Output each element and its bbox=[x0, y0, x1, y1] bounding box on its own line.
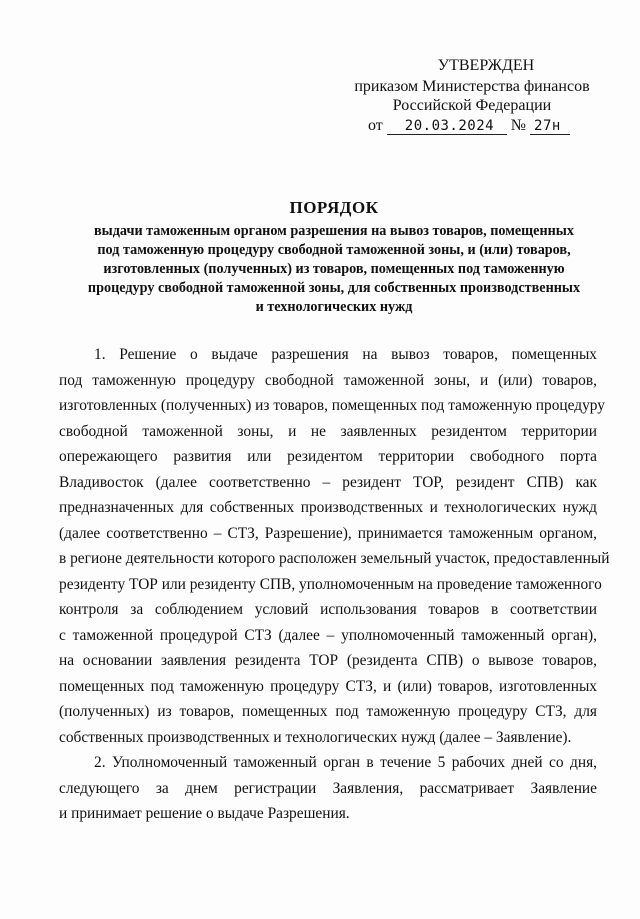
approval-line-federation: Российской Федерации bbox=[392, 97, 552, 114]
text-line: на основании заявления резидента ТОР (резидента СПВ) о вывозе товаров, bbox=[59, 652, 597, 669]
text-line: собственных производственных и технологических нужд (далее – Заявление). bbox=[59, 728, 572, 746]
text-line: в регионе деятельности которого расположен земельный участок, предоставленный bbox=[59, 550, 610, 567]
from-label: от bbox=[368, 117, 383, 134]
text-line: Владивосток (далее соответственно – резидент ТОР, резидент СПВ) как bbox=[59, 473, 597, 491]
title-line: и технологических нужд bbox=[255, 299, 413, 315]
order-number: 27н bbox=[530, 118, 570, 135]
text-line: резиденту ТОР или резиденту СПВ, уполномоченным на проведение таможенного bbox=[59, 575, 602, 593]
text-line: (полученных) из товаров, помещенных под таможенную процедуру СТЗ, для bbox=[59, 703, 597, 720]
text-line: предназначенных для собственных производственных и технологических нужд bbox=[59, 499, 597, 516]
paragraph-1 bbox=[59, 342, 610, 750]
text-line: и принимает решение о выдаче Разрешения. bbox=[59, 805, 350, 822]
title-line: под таможенную процедуру свободной таможенной зоны, и (или) товаров, bbox=[97, 242, 571, 258]
text-line: 1. Решение о выдаче разрешения на вывоз товаров, помещенных bbox=[94, 346, 597, 363]
text-line: опережающего развития или резидентом территории свободного порта bbox=[59, 448, 597, 465]
text-line: следующего за днем регистрации Заявления, рассматривает Заявление bbox=[59, 779, 597, 797]
document-body bbox=[59, 342, 610, 827]
approval-line-ministry: приказом Министерства финансов bbox=[354, 78, 590, 95]
order-reference bbox=[368, 117, 570, 135]
approved-heading: УТВЕРЖДЕН bbox=[437, 57, 535, 74]
text-line: (далее соответственно – СТЗ, Разрешение), принимается таможенным органом, bbox=[59, 524, 597, 542]
title-line: процедуру свободной таможенной зоны, для собственных производственных bbox=[87, 280, 581, 296]
text-line: контроля за соблюдением условий использования товаров в соответствии bbox=[59, 601, 597, 618]
text-line: изготовленных (полученных) из товаров, помещенных под таможенную процедуру bbox=[59, 397, 605, 414]
text-line: под таможенную процедуру свободной таможенной зоны, и (или) товаров, bbox=[59, 371, 597, 389]
title-line: выдачи таможенным органом разрешения на вывоз товаров, помещенных bbox=[94, 223, 574, 239]
text-line: с таможенной процедурой СТЗ (далее – уполномоченный таможенный орган), bbox=[59, 626, 597, 644]
paragraph-2 bbox=[59, 750, 597, 827]
approval-stamp bbox=[352, 56, 592, 115]
text-line: свободной таможенной зоны, и не заявленных резидентом территории bbox=[59, 422, 597, 440]
text-line: 2. Уполномоченный таможенный орган в течение 5 рабочих дней со дня, bbox=[94, 754, 597, 771]
text-line: помещенных под таможенную процедуру СТЗ, и (или) товаров, изготовленных bbox=[59, 677, 597, 695]
title-line: изготовленных (полученных) из товаров, помещенных под таможенную bbox=[103, 261, 565, 277]
title-main: ПОРЯДОК bbox=[289, 198, 379, 217]
document-title bbox=[48, 198, 620, 317]
number-label: № bbox=[510, 117, 527, 134]
order-date: 20.03.2024 bbox=[387, 118, 507, 135]
